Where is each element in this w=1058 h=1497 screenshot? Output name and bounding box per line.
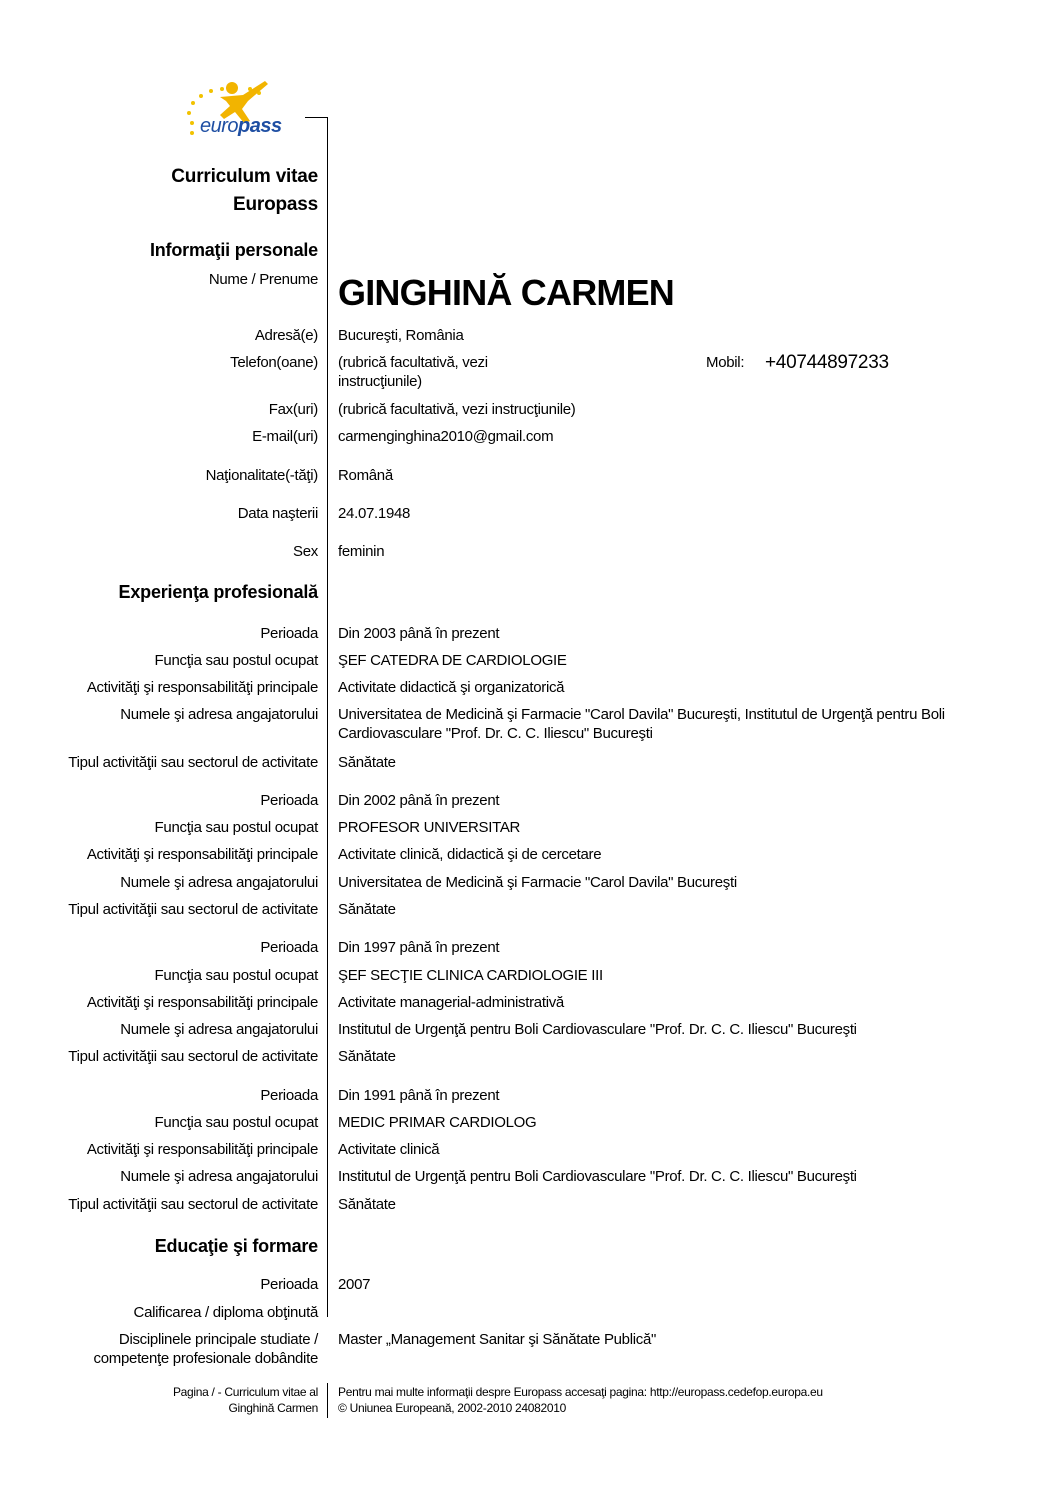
period-label: Perioada bbox=[260, 792, 318, 809]
function-label: Funcţia sau postul ocupat bbox=[154, 1114, 318, 1131]
mobile-label: Mobil: bbox=[706, 354, 745, 371]
sector-label: Tipul activităţii sau sectorul de activitate bbox=[68, 901, 318, 918]
function-value: ŞEF SECŢIE CLINICA CARDIOLOGIE III bbox=[338, 967, 603, 984]
function-label: Funcţia sau postul ocupat bbox=[154, 652, 318, 669]
address-label: Adresă(e) bbox=[254, 327, 318, 344]
footer-left-cont: Ginghină Carmen bbox=[228, 1401, 318, 1415]
activities-value: Activitate clinică bbox=[338, 1141, 440, 1158]
email-value[interactable]: carmenginghina2010@gmail.com bbox=[338, 428, 554, 445]
column-divider bbox=[327, 117, 328, 1317]
sex-label: Sex bbox=[293, 543, 318, 560]
phone-label: Telefon(oane) bbox=[230, 354, 318, 371]
europass-logo-text: europass bbox=[200, 115, 282, 137]
edu-period-value: 2007 bbox=[338, 1276, 371, 1293]
employer-value-cont: Cardiovasculare "Prof. Dr. C. C. Iliescu" Bucureşti bbox=[338, 725, 653, 742]
employer-label: Numele şi adresa angajatorului bbox=[120, 874, 318, 891]
employer-label: Numele şi adresa angajatorului bbox=[120, 1168, 318, 1185]
fax-value: (rubrică facultativă, vezi instrucţiunile) bbox=[338, 401, 576, 418]
period-label: Perioada bbox=[260, 1087, 318, 1104]
activities-value: Activitate managerial-administrativă bbox=[338, 994, 564, 1011]
employer-value: Institutul de Urgenţă pentru Boli Cardiovasculare "Prof. Dr. C. C. Iliescu" Bucureşti bbox=[338, 1168, 857, 1185]
phone-value-cont: instrucţiunile) bbox=[338, 373, 422, 390]
activities-label: Activităţi şi responsabilităţi principale bbox=[86, 994, 318, 1011]
function-value: ŞEF CATEDRA DE CARDIOLOGIE bbox=[338, 652, 567, 669]
sector-value: Sănătate bbox=[338, 1048, 396, 1065]
activities-label: Activităţi şi responsabilităţi principale bbox=[86, 679, 318, 696]
sector-value: Sănătate bbox=[338, 1196, 396, 1213]
period-value: Din 2002 până în prezent bbox=[338, 792, 500, 809]
qualification-label: Calificarea / diploma obţinută bbox=[133, 1304, 318, 1321]
fax-label: Fax(uri) bbox=[268, 401, 318, 418]
period-label: Perioada bbox=[260, 625, 318, 642]
logo-divider bbox=[305, 117, 328, 118]
cv-title-sub: Europass bbox=[233, 194, 318, 215]
employer-label: Numele şi adresa angajatorului bbox=[120, 706, 318, 723]
nationality-value: Română bbox=[338, 467, 393, 484]
sector-label: Tipul activităţii sau sectorul de activitate bbox=[68, 1196, 318, 1213]
phone-value: (rubrică facultativă, vezi bbox=[338, 354, 488, 371]
footer-right-cont: © Uniunea Europeană, 2002-2010 24082010 bbox=[338, 1401, 567, 1415]
function-value: PROFESOR UNIVERSITAR bbox=[338, 819, 521, 836]
activities-value: Activitate didactică şi organizatorică bbox=[338, 679, 565, 696]
cv-title: Curriculum vitae bbox=[171, 166, 318, 187]
mobile-value: +40744897233 bbox=[765, 352, 889, 373]
activities-label: Activităţi şi responsabilităţi principale bbox=[86, 846, 318, 863]
sex-value: feminin bbox=[338, 543, 385, 560]
period-value: Din 1991 până în prezent bbox=[338, 1087, 500, 1104]
disciplines-label: Disciplinele principale studiate / bbox=[118, 1331, 318, 1348]
email-label: E-mail(uri) bbox=[252, 428, 318, 445]
employer-label: Numele şi adresa angajatorului bbox=[120, 1021, 318, 1038]
activities-value: Activitate clinică, didactică şi de cercetare bbox=[338, 846, 602, 863]
footer-right: Pentru mai multe informaţii despre Europass accesaţi pagina: http://europass.cedefop.europa.eu bbox=[338, 1385, 823, 1399]
employer-value: Institutul de Urgenţă pentru Boli Cardiovasculare "Prof. Dr. C. C. Iliescu" Bucureşti bbox=[338, 1021, 857, 1038]
sector-label: Tipul activităţii sau sectorul de activitate bbox=[68, 754, 318, 771]
period-value: Din 1997 până în prezent bbox=[338, 939, 500, 956]
employer-value: Universitatea de Medicină şi Farmacie "Carol Davila" Bucureşti, Institutul de Urgenţă pentru Boli bbox=[338, 706, 945, 723]
activities-label: Activităţi şi responsabilităţi principale bbox=[86, 1141, 318, 1158]
period-value: Din 2003 până în prezent bbox=[338, 625, 500, 642]
disciplines-label-cont: competenţe profesionale dobândite bbox=[93, 1350, 318, 1367]
sector-label: Tipul activităţii sau sectorul de activitate bbox=[68, 1048, 318, 1065]
address-value: Bucureşti, România bbox=[338, 327, 464, 344]
education-heading: Educaţie şi formare bbox=[154, 1236, 318, 1256]
person-name: GINGHINĂ CARMEN bbox=[338, 272, 674, 313]
period-label: Perioada bbox=[260, 939, 318, 956]
function-value: MEDIC PRIMAR CARDIOLOG bbox=[338, 1114, 537, 1131]
function-label: Funcţia sau postul ocupat bbox=[154, 819, 318, 836]
edu-period-label: Perioada bbox=[260, 1276, 318, 1293]
nationality-label: Naţionalitate(-tăţi) bbox=[205, 467, 318, 484]
name-label: Nume / Prenume bbox=[208, 271, 318, 288]
birth-label: Data naşterii bbox=[237, 505, 318, 522]
employer-value: Universitatea de Medicină şi Farmacie "Carol Davila" Bucureşti bbox=[338, 874, 737, 891]
experience-heading: Experienţa profesională bbox=[118, 582, 318, 602]
sector-value: Sănătate bbox=[338, 901, 396, 918]
disciplines-value: Master „Management Sanitar şi Sănătate Publică" bbox=[338, 1331, 657, 1348]
function-label: Funcţia sau postul ocupat bbox=[154, 967, 318, 984]
footer-left: Pagina / - Curriculum vitae al bbox=[172, 1385, 318, 1399]
personal-heading: Informaţii personale bbox=[149, 240, 318, 260]
sector-value: Sănătate bbox=[338, 754, 396, 771]
birth-value: 24.07.1948 bbox=[338, 505, 411, 522]
footer-divider bbox=[327, 1383, 328, 1418]
